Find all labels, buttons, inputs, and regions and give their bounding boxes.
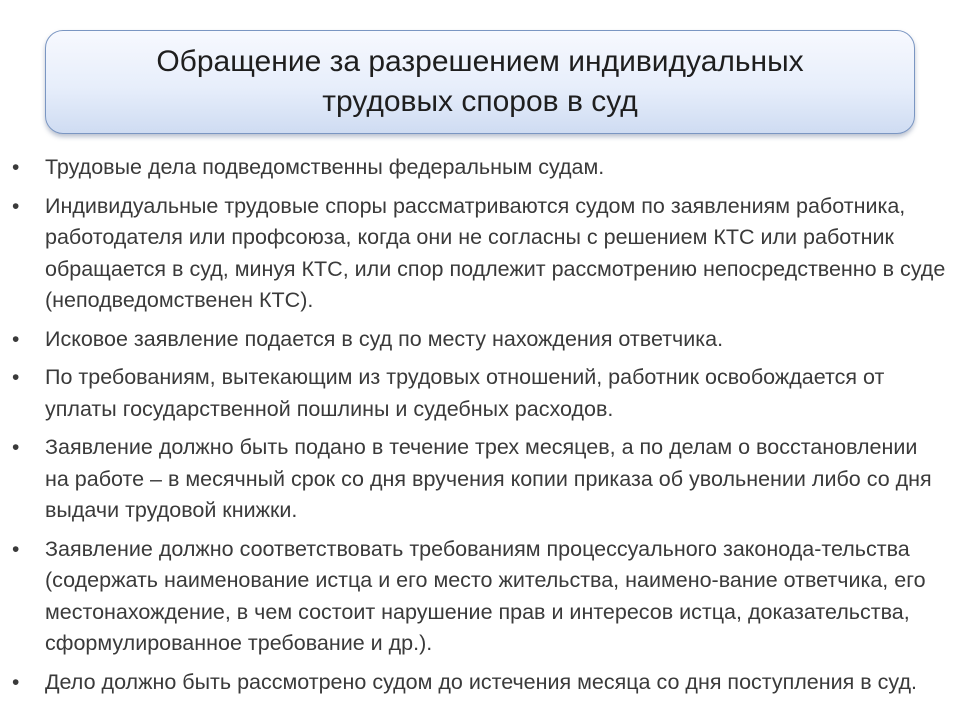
bullet-dot-icon: • bbox=[12, 194, 20, 218]
slide-title-box bbox=[45, 30, 915, 134]
bullet-dot-icon: • bbox=[12, 436, 20, 459]
bullet-list bbox=[12, 152, 947, 705]
bullet-text: Исковое заявление подается в суд по месту нахождения ответчика. bbox=[45, 326, 724, 351]
bullet-dot-icon: • bbox=[12, 156, 20, 179]
bullet-dot-icon: • bbox=[12, 327, 20, 351]
bullet-text: Дело должно быть рассмотрено судом до истечения месяца со дня поступления в суд. bbox=[45, 669, 917, 694]
slide-title: Обращение за разрешением индивидуальных трудовых споров в суд bbox=[156, 45, 804, 118]
bullet-item bbox=[12, 324, 947, 356]
bullet-item bbox=[12, 362, 947, 425]
bullet-item bbox=[12, 667, 947, 699]
bullet-dot-icon: • bbox=[12, 670, 20, 694]
bullet-item bbox=[12, 432, 947, 527]
bullet-item bbox=[12, 191, 947, 317]
bullet-text: По требованиям, вытекающим из трудовых отношений, работник освобождается от уплаты государственной пошлины и судебных расходов. bbox=[45, 365, 885, 421]
bullet-item bbox=[12, 152, 947, 184]
bullet-item bbox=[12, 534, 947, 660]
bullet-text: Заявление должно соответствовать требованиям процессуального законода-тельства (содержать наименование истца и его место жительства, наимено-вание ответчика, его местонахождение, в чем состоит нарушение прав и интересов истца, доказательства, сформулированное требование и др.). bbox=[45, 536, 926, 655]
bullet-dot-icon: • bbox=[12, 366, 20, 389]
bullet-text: Трудовые дела подведомственны федеральным судам. bbox=[45, 155, 605, 179]
bullet-text: Индивидуальные трудовые споры рассматриваются судом по заявлениям работника, работодателя или профсоюза, когда они не согласны с решением КТС или работник обращается в суд, минуя КТС, или спор подлежит рассмотрению непосредственно в суде (неподведомственен КТС). bbox=[45, 193, 946, 312]
bullet-text: Заявление должно быть подано в течение трех месяцев, а по делам о восстановлении на работе – в месячный срок со дня вручения копии приказа об увольнении либо со дня выдачи трудовой книжки. bbox=[45, 435, 932, 522]
bullet-dot-icon: • bbox=[12, 537, 20, 561]
